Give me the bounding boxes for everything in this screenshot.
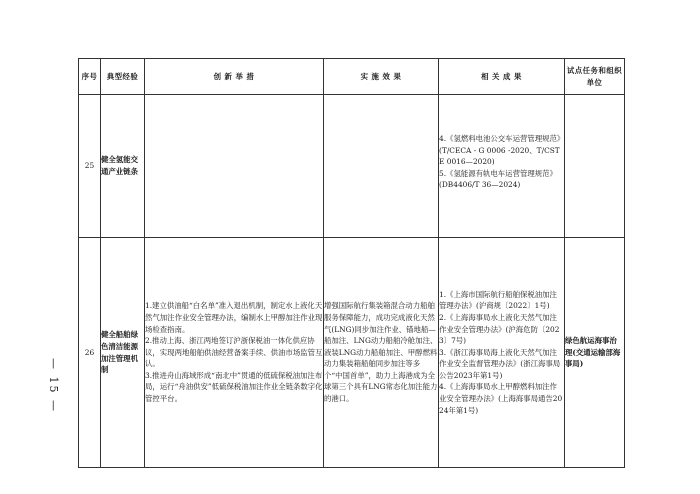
table-row-26 xyxy=(79,238,625,468)
header-experience: 典型经验 xyxy=(101,59,145,95)
table-header-row xyxy=(79,59,625,95)
row-26-experience: 健全船舶绿色清洁能源加注管理机制 xyxy=(101,238,145,468)
row-25-experience: 健全氢能交通产业链条 xyxy=(101,95,145,238)
row-25-result-item: 5.《氢能源有轨电车运营管理规范》(DB4406/T 36—2024) xyxy=(439,168,557,190)
row-26-effect: 增强国际航行集装箱混合动力船舶服务保障能力，成功完成液化天然气(LNG)同步加注作业、锚地船—船加注、LNG动力船舶冷舱加注、液装LNG动力船舶加注、甲醇燃料动力集装箱船舶同步加注等多个“中国首单”，助力上海港成为全球第三个具有LNG常态化加注能力的港口。 xyxy=(324,238,439,468)
row-26-innovation-item: 3.推进舟山海域形成“南北中”贯通的低硫保税油加注布局，运行“舟油供安”低硫保税油加注作业全链条数字化管控平台。 xyxy=(145,370,323,404)
header-results: 相 关 成 果 xyxy=(439,59,565,95)
row-25-effect xyxy=(324,95,439,238)
header-effect: 实 施 效 果 xyxy=(324,59,439,95)
table-row-25 xyxy=(79,95,625,238)
row-26-result-item: 3.《浙江海事局海上液化天然气加注作业安全监督管理办法》(浙江海事局公告2023年第1号) xyxy=(439,347,561,380)
row-25-innovation xyxy=(145,95,324,238)
row-26-number: 26 xyxy=(79,238,101,468)
row-25-result-item: 4.《氢燃料电池公交车运营管理规范》(T/CECA - G 0006 -2020、T/CSTE 0016—2020) xyxy=(439,134,561,167)
row-26-pilot: 绿色航运海事治理(交通运输部海事局) xyxy=(565,238,625,468)
row-26-innovation-item: 1.建立供油船“白名单”准入退出机制，制定水上液化天然气加注作业安全管理办法，编制水上甲醇加注作业现场检查指南。 xyxy=(145,301,323,334)
header-pilot: 试点任务和组织单位 xyxy=(565,59,625,95)
header-innovation: 创 新 举 措 xyxy=(145,59,324,95)
row-26-result-item: 4.《上海海事局水上甲醇燃料加注作业安全管理办法》(上海海事局通告2024年第1号) xyxy=(439,382,563,415)
row-26-innovation-item: 2.推动上海、浙江两地签订沪浙保税油一体化供应协议，实现两地船舶供油经营备案手续、供油市场监管互认。 xyxy=(145,336,323,369)
row-26-innovation xyxy=(145,238,324,468)
header-seq: 序号 xyxy=(79,59,101,95)
document-table xyxy=(78,58,625,468)
row-25-pilot xyxy=(565,95,625,238)
row-26-results xyxy=(439,238,565,468)
row-26-result-item: 2.《上海海事局水上液化天然气加注作业安全管理办法》(沪海危防〔2023〕7号) xyxy=(439,312,560,346)
row-25-results xyxy=(439,95,565,238)
page-number: — 15 — xyxy=(47,358,60,413)
row-26-result-item: 1.《上海市国际航行船舶保税油加注管理办法》(沪商规〔2022〕1号) xyxy=(439,289,557,311)
row-25-number: 25 xyxy=(79,95,101,238)
